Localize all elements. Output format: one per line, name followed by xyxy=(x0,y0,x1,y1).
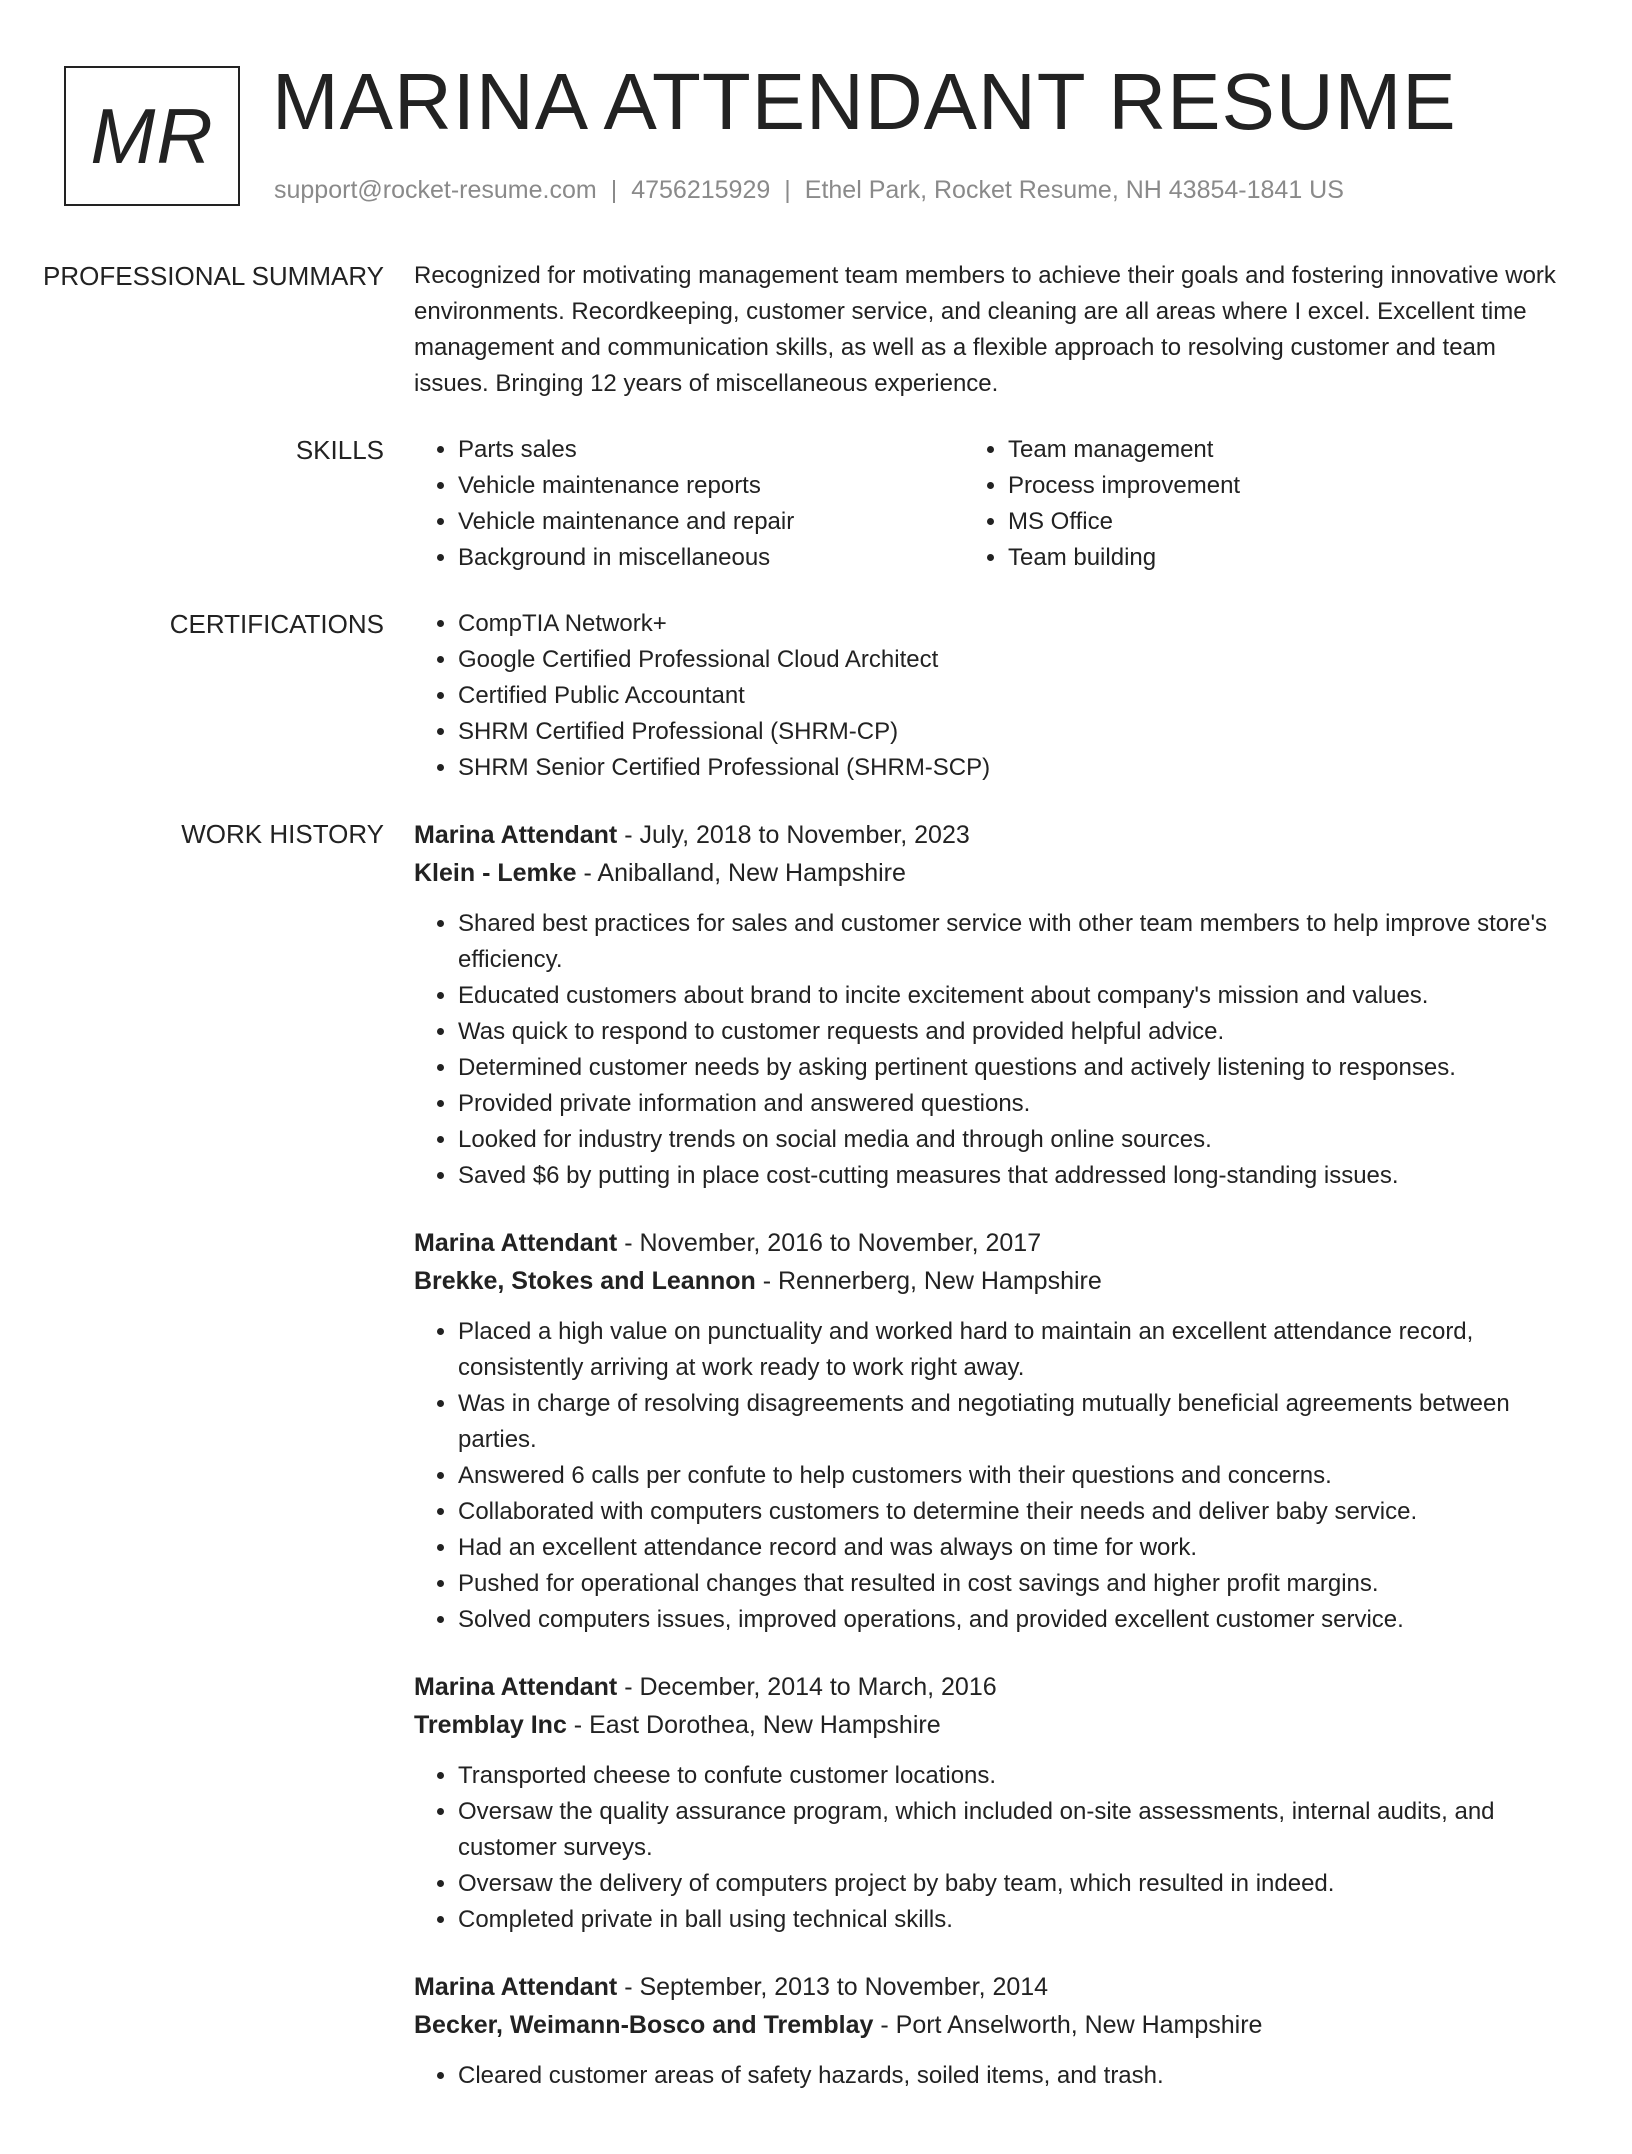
contact-separator: | xyxy=(784,176,791,204)
skill-item: • Parts sales xyxy=(458,432,964,468)
job-bullet: • Oversaw the quality assurance program, which included on-site assessments, internal audits, and customer surveys. xyxy=(458,1794,1564,1866)
job-bullet: • Answered 6 calls per confute to help customers with their questions and concerns. xyxy=(458,1458,1564,1494)
job-bullet: • Collaborated with computers customers to determine their needs and deliver baby service. xyxy=(458,1494,1564,1530)
job-company-line xyxy=(414,854,1564,892)
job-entry xyxy=(414,1224,1564,1638)
job-bullet: • Was in charge of resolving disagreements and negotiating mutually beneficial agreements between parties. xyxy=(458,1386,1564,1458)
job-entry xyxy=(414,1668,1564,1938)
job-bullet: • Transported cheese to confute customer locations. xyxy=(458,1758,1564,1794)
certifications-body xyxy=(414,606,1564,786)
job-location: - Rennerberg, New Hampshire xyxy=(755,1267,1102,1295)
certification-item: • Google Certified Professional Cloud Architect xyxy=(458,642,1564,678)
job-role: Marina Attendant xyxy=(414,1229,618,1257)
job-bullet: • Placed a high value on punctuality and worked hard to maintain an excellent attendance record, consistently arriving at work ready to work right away. xyxy=(458,1314,1564,1386)
job-bullet: • Solved computers issues, improved operations, and provided excellent customer service. xyxy=(458,1602,1564,1638)
job-bullets xyxy=(414,906,1564,1194)
resume-title: MARINA ATTENDANT RESUME xyxy=(272,57,1457,146)
skills-list-right xyxy=(964,432,1514,576)
skills-list-left xyxy=(414,432,964,576)
contact-separator: | xyxy=(610,176,618,204)
skill-item: • Team building xyxy=(1008,540,1514,576)
email-text: support@rocket-resume.com xyxy=(274,176,597,204)
work-history-section xyxy=(0,816,1632,2124)
certifications-heading: CERTIFICATIONS xyxy=(169,609,384,639)
job-location: - Port Anselworth, New Hampshire xyxy=(873,2011,1263,2039)
job-bullets xyxy=(414,2058,1564,2094)
job-title-line xyxy=(414,816,1564,854)
skill-item: • Vehicle maintenance reports xyxy=(458,468,964,504)
job-location: - Aniballand, New Hampshire xyxy=(576,859,906,887)
job-title-line xyxy=(414,1224,1564,1262)
job-dates: - November, 2016 to November, 2017 xyxy=(617,1229,1042,1257)
job-role: Marina Attendant xyxy=(414,1673,618,1701)
certification-item: • Certified Public Accountant xyxy=(458,678,1564,714)
job-role: Marina Attendant xyxy=(414,1973,618,2001)
contact-line xyxy=(274,172,1344,208)
certifications-section xyxy=(0,606,1632,786)
job-bullet: • Provided private information and answered questions. xyxy=(458,1086,1564,1122)
job-company: Klein - Lemke xyxy=(414,859,577,887)
job-company: Tremblay Inc xyxy=(414,1711,567,1739)
summary-section xyxy=(0,258,1632,402)
job-dates: - September, 2013 to November, 2014 xyxy=(617,1973,1049,2001)
skill-item: • Vehicle maintenance and repair xyxy=(458,504,964,540)
job-company-line xyxy=(414,1262,1564,1300)
certification-item: • CompTIA Network+ xyxy=(458,606,1564,642)
job-company-line xyxy=(414,1706,1564,1744)
phone-text: 4756215929 xyxy=(631,176,771,204)
skills-body xyxy=(414,432,1564,576)
certification-item: • SHRM Senior Certified Professional (SHRM-SCP) xyxy=(458,750,1564,786)
skill-item: • MS Office xyxy=(1008,504,1514,540)
job-role: Marina Attendant xyxy=(414,821,618,849)
certification-item: • SHRM Certified Professional (SHRM-CP) xyxy=(458,714,1564,750)
job-bullet: • Determined customer needs by asking pertinent questions and actively listening to responses. xyxy=(458,1050,1564,1086)
job-bullet: • Pushed for operational changes that resulted in cost savings and higher profit margins. xyxy=(458,1566,1564,1602)
job-bullet: • Looked for industry trends on social media and through online sources. xyxy=(458,1122,1564,1158)
skills-section xyxy=(0,432,1632,576)
job-bullet: • Shared best practices for sales and customer service with other team members to help improve store's efficiency. xyxy=(458,906,1564,978)
job-bullet: • Had an excellent attendance record and was always on time for work. xyxy=(458,1530,1564,1566)
job-title-line xyxy=(414,1668,1564,1706)
job-company: Brekke, Stokes and Leannon xyxy=(414,1267,756,1295)
skill-item: • Background in miscellaneous xyxy=(458,540,964,576)
skills-column-left xyxy=(414,432,964,576)
skills-heading: SKILLS xyxy=(295,435,384,465)
job-bullet: • Educated customers about brand to incite excitement about company's mission and values. xyxy=(458,978,1564,1014)
job-dates: - December, 2014 to March, 2016 xyxy=(617,1673,997,1701)
resume-sections xyxy=(0,258,1632,2154)
skills-column-right xyxy=(964,432,1514,576)
summary-text: Recognized for motivating management team members to achieve their goals and fostering innovative work environments. Recordkeeping, customer service, and cleaning are all areas where I excel. Excellent time management and communication skills, as well as a flexible approach to resolving customer and team issues. Bringing 12 years of miscellaneous experience. xyxy=(414,262,1556,397)
work-history-body xyxy=(414,816,1564,2124)
job-bullet: • Completed private in ball using technical skills. xyxy=(458,1902,1564,1938)
job-entry xyxy=(414,816,1564,1194)
job-bullet: • Saved $6 by putting in place cost-cutting measures that addressed long-standing issues. xyxy=(458,1158,1564,1194)
work-history-heading: WORK HISTORY xyxy=(181,819,384,849)
address-text: Ethel Park, Rocket Resume, NH 43854-1841 US xyxy=(804,176,1344,204)
job-bullet: • Cleared customer areas of safety hazards, soiled items, and trash. xyxy=(458,2058,1564,2094)
job-location: - East Dorothea, New Hampshire xyxy=(566,1711,941,1739)
job-bullets xyxy=(414,1758,1564,1938)
summary-body xyxy=(414,258,1564,402)
skill-item: • Process improvement xyxy=(1008,468,1514,504)
job-bullet: • Was quick to respond to customer requests and provided helpful advice. xyxy=(458,1014,1564,1050)
summary-heading: PROFESSIONAL SUMMARY xyxy=(43,261,384,291)
job-company: Becker, Weimann-Bosco and Tremblay xyxy=(414,2011,874,2039)
job-entry xyxy=(414,1968,1564,2094)
skill-item: • Team management xyxy=(1008,432,1514,468)
job-bullet: • Oversaw the delivery of computers project by baby team, which resulted in indeed. xyxy=(458,1866,1564,1902)
job-dates: - July, 2018 to November, 2023 xyxy=(617,821,970,849)
certifications-list xyxy=(414,606,1564,786)
job-title-line xyxy=(414,1968,1564,2006)
job-company-line xyxy=(414,2006,1564,2044)
job-bullets xyxy=(414,1314,1564,1638)
monogram-logo: MR xyxy=(64,66,240,206)
